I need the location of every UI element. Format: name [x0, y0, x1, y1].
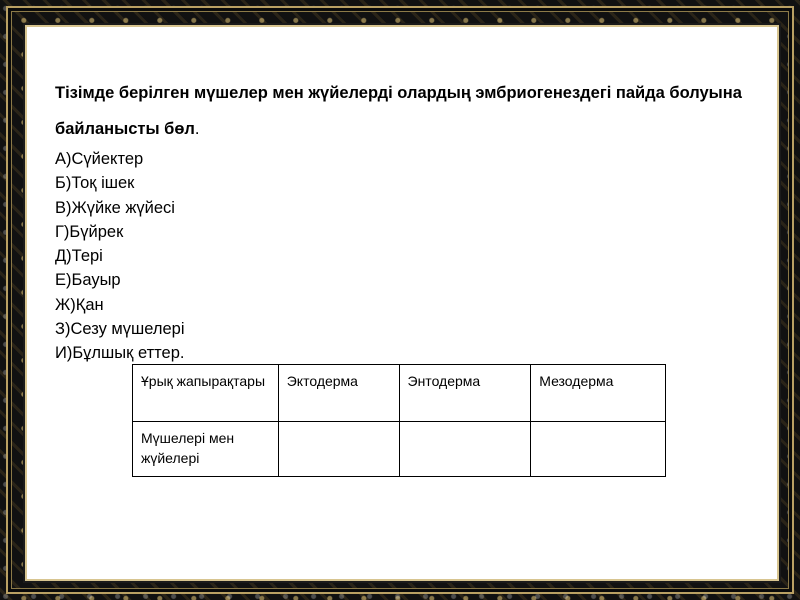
- list-item: Г)Бүйрек: [55, 222, 124, 241]
- header-ectoderm: Эктодерма: [278, 365, 399, 422]
- list-item: Е)Бауыр: [55, 271, 121, 290]
- organ-list: [55, 147, 745, 366]
- list-item: Ж)Қан: [55, 295, 104, 314]
- list-item: И)Бұлшық еттер.: [55, 344, 185, 363]
- list-item: А)Сүйектер: [55, 150, 144, 168]
- list-item: З)Сезу мүшелері: [55, 320, 185, 339]
- question-period: .: [194, 120, 200, 138]
- row-label-organs: Мүшелері мен жүйелері: [133, 422, 279, 477]
- header-mesoderm: Мезодерма: [531, 365, 666, 422]
- list-item: Д)Тері: [55, 247, 103, 266]
- table-header-row: [133, 365, 666, 422]
- list-item: Б)Тоқ ішек: [55, 174, 135, 193]
- cell-mesoderm[interactable]: [531, 422, 666, 477]
- header-germ-layers: Ұрық жапырақтары: [133, 365, 279, 422]
- germ-layers-table: [132, 364, 666, 477]
- slide-content: [55, 75, 745, 366]
- header-endoderm: Энтодерма: [399, 365, 531, 422]
- list-item: В)Жүйке жүйесі: [55, 198, 175, 217]
- question-body: Тізімде берілген мүшелер мен жүйелерді олардың эмбриогенездегі пайда болуына байланысты бөл: [55, 84, 742, 138]
- cell-ectoderm[interactable]: [278, 422, 399, 477]
- question-text: [55, 75, 745, 147]
- cell-endoderm[interactable]: [399, 422, 531, 477]
- table-row: [133, 422, 666, 477]
